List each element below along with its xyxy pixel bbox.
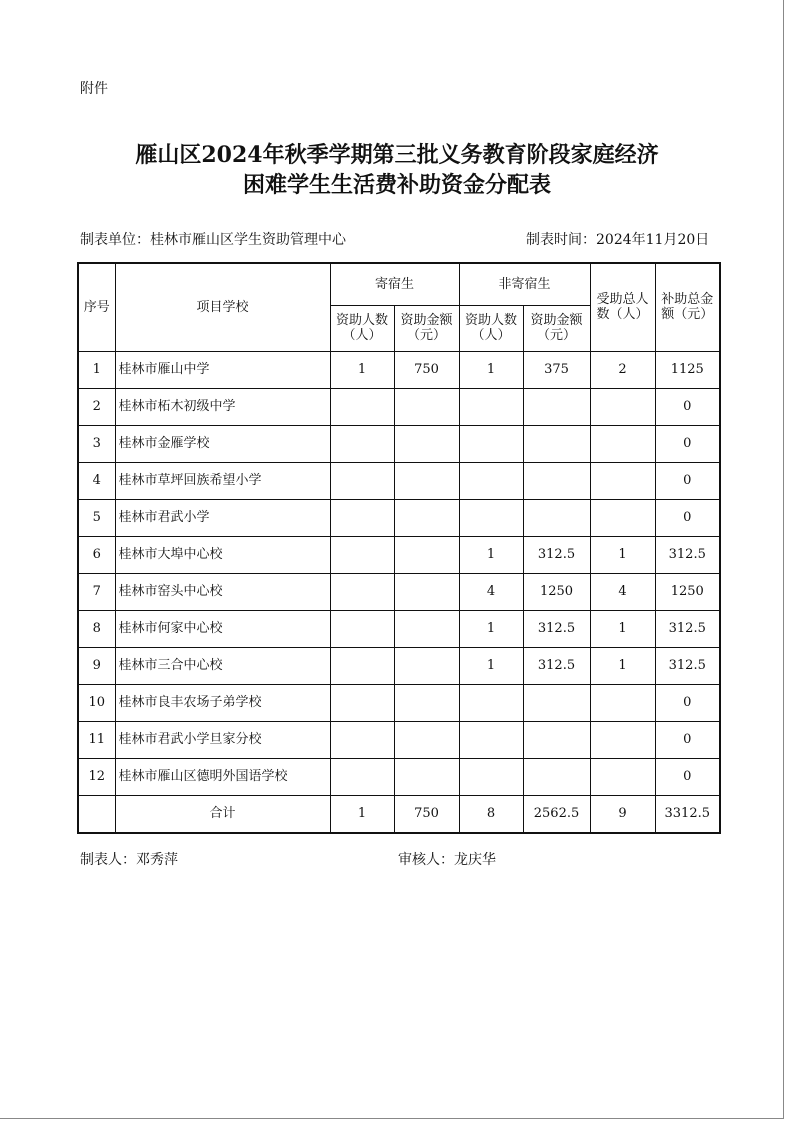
cell-t-count <box>590 499 655 536</box>
cell-n-amount: 312.5 <box>523 647 590 684</box>
cell-t-count: 2 <box>590 351 655 388</box>
cell-t-amount: 0 <box>655 499 720 536</box>
cell-school: 桂林市君武小学 <box>115 499 330 536</box>
table-row <box>78 351 720 388</box>
total-t-count: 9 <box>590 795 655 833</box>
cell-n-amount <box>523 684 590 721</box>
cell-n-amount <box>523 462 590 499</box>
header-total-count: 受助总人数（人） <box>590 263 655 351</box>
cell-b-count <box>330 684 394 721</box>
cell-school: 桂林市金雁学校 <box>115 425 330 462</box>
cell-t-count: 1 <box>590 647 655 684</box>
cell-b-amount <box>394 388 459 425</box>
total-n-count: 8 <box>459 795 523 833</box>
cell-school: 桂林市雁山中学 <box>115 351 330 388</box>
cell-n-count <box>459 758 523 795</box>
cell-b-amount <box>394 610 459 647</box>
total-label: 合计 <box>115 795 330 833</box>
cell-school: 桂林市君武小学旦家分校 <box>115 721 330 758</box>
cell-n-count: 1 <box>459 351 523 388</box>
header-nonboarding-count: 资助人数（人） <box>459 305 523 351</box>
total-t-amount: 3312.5 <box>655 795 720 833</box>
cell-b-count <box>330 721 394 758</box>
table-row <box>78 536 720 573</box>
table-row <box>78 647 720 684</box>
header-nonboarding-amount: 资助金额（元） <box>523 305 590 351</box>
cell-n-amount: 312.5 <box>523 536 590 573</box>
cell-seq: 8 <box>78 610 115 647</box>
header-boarding-count: 资助人数（人） <box>330 305 394 351</box>
cell-n-count <box>459 721 523 758</box>
cell-n-amount <box>523 758 590 795</box>
cell-school: 桂林市良丰农场子弟学校 <box>115 684 330 721</box>
total-b-count: 1 <box>330 795 394 833</box>
cell-n-count: 4 <box>459 573 523 610</box>
cell-n-count <box>459 462 523 499</box>
cell-b-count <box>330 462 394 499</box>
cell-n-amount <box>523 721 590 758</box>
cell-b-amount <box>394 647 459 684</box>
header-seq: 序号 <box>78 263 115 351</box>
cell-b-amount <box>394 684 459 721</box>
cell-school: 桂林市大埠中心校 <box>115 536 330 573</box>
issue-date: 制表时间：2024年11月20日 <box>526 232 710 248</box>
table-row <box>78 721 720 758</box>
table-row <box>78 758 720 795</box>
cell-b-amount <box>394 758 459 795</box>
cell-seq: 3 <box>78 425 115 462</box>
cell-t-amount: 0 <box>655 425 720 462</box>
cell-n-count <box>459 499 523 536</box>
cell-b-amount <box>394 721 459 758</box>
header-school: 项目学校 <box>115 263 330 351</box>
cell-seq: 10 <box>78 684 115 721</box>
header-total-amount: 补助总金额（元） <box>655 263 720 351</box>
document-title-line1: 雁山区2024年秋季学期第三批义务教育阶段家庭经济 <box>135 142 659 168</box>
cell-t-amount: 0 <box>655 388 720 425</box>
cell-school: 桂林市草坪回族希望小学 <box>115 462 330 499</box>
cell-t-count: 4 <box>590 573 655 610</box>
cell-t-count <box>590 721 655 758</box>
cell-school: 桂林市柘木初级中学 <box>115 388 330 425</box>
cell-seq: 4 <box>78 462 115 499</box>
cell-t-amount: 312.5 <box>655 610 720 647</box>
preparer: 制表人：邓秀萍 <box>80 852 178 868</box>
allocation-table <box>77 262 721 834</box>
cell-t-amount: 0 <box>655 758 720 795</box>
cell-b-count <box>330 610 394 647</box>
cell-t-count <box>590 425 655 462</box>
total-n-amount: 2562.5 <box>523 795 590 833</box>
cell-n-count <box>459 388 523 425</box>
cell-b-count <box>330 388 394 425</box>
cell-seq: 6 <box>78 536 115 573</box>
cell-b-count <box>330 758 394 795</box>
cell-t-count: 1 <box>590 610 655 647</box>
table-row <box>78 462 720 499</box>
issuing-unit: 制表单位：桂林市雁山区学生资助管理中心 <box>80 232 346 248</box>
cell-t-amount: 1125 <box>655 351 720 388</box>
header-row <box>78 263 720 305</box>
table-row <box>78 499 720 536</box>
cell-t-count <box>590 462 655 499</box>
attachment-label: 附件 <box>80 81 108 97</box>
cell-b-amount <box>394 462 459 499</box>
cell-n-count: 1 <box>459 536 523 573</box>
cell-b-amount: 750 <box>394 351 459 388</box>
cell-seq: 5 <box>78 499 115 536</box>
cell-t-amount: 312.5 <box>655 647 720 684</box>
table-row <box>78 610 720 647</box>
cell-t-count: 1 <box>590 536 655 573</box>
cell-t-amount: 0 <box>655 684 720 721</box>
cell-school: 桂林市窑头中心校 <box>115 573 330 610</box>
cell-seq: 1 <box>78 351 115 388</box>
cell-b-count <box>330 425 394 462</box>
header-nonboarding: 非寄宿生 <box>459 263 590 305</box>
cell-school: 桂林市何家中心校 <box>115 610 330 647</box>
cell-b-amount <box>394 536 459 573</box>
total-seq-empty <box>78 795 115 833</box>
cell-b-amount <box>394 499 459 536</box>
cell-t-amount: 0 <box>655 462 720 499</box>
reviewer: 审核人：龙庆华 <box>398 852 496 868</box>
cell-b-count: 1 <box>330 351 394 388</box>
cell-n-count <box>459 425 523 462</box>
cell-b-count <box>330 573 394 610</box>
header-boarding-amount: 资助金额（元） <box>394 305 459 351</box>
cell-n-amount <box>523 425 590 462</box>
cell-b-count <box>330 499 394 536</box>
cell-seq: 7 <box>78 573 115 610</box>
cell-n-amount: 1250 <box>523 573 590 610</box>
cell-b-count <box>330 647 394 684</box>
table-row <box>78 684 720 721</box>
cell-n-amount <box>523 388 590 425</box>
cell-n-amount: 375 <box>523 351 590 388</box>
cell-t-count <box>590 758 655 795</box>
cell-n-count: 1 <box>459 647 523 684</box>
cell-seq: 11 <box>78 721 115 758</box>
total-row <box>78 795 720 833</box>
total-b-amount: 750 <box>394 795 459 833</box>
cell-school: 桂林市雁山区德明外国语学校 <box>115 758 330 795</box>
cell-b-count <box>330 536 394 573</box>
cell-t-amount: 1250 <box>655 573 720 610</box>
cell-n-amount <box>523 499 590 536</box>
document-title-line2: 困难学生生活费补助资金分配表 <box>242 172 551 198</box>
header-boarding: 寄宿生 <box>330 263 459 305</box>
cell-b-amount <box>394 573 459 610</box>
cell-t-amount: 0 <box>655 721 720 758</box>
cell-seq: 9 <box>78 647 115 684</box>
table-row <box>78 573 720 610</box>
table-row <box>78 388 720 425</box>
cell-n-amount: 312.5 <box>523 610 590 647</box>
cell-t-amount: 312.5 <box>655 536 720 573</box>
table-row <box>78 425 720 462</box>
cell-t-count <box>590 684 655 721</box>
cell-n-count: 1 <box>459 610 523 647</box>
cell-school: 桂林市三合中心校 <box>115 647 330 684</box>
cell-seq: 2 <box>78 388 115 425</box>
cell-n-count <box>459 684 523 721</box>
cell-seq: 12 <box>78 758 115 795</box>
cell-t-count <box>590 388 655 425</box>
cell-b-amount <box>394 425 459 462</box>
